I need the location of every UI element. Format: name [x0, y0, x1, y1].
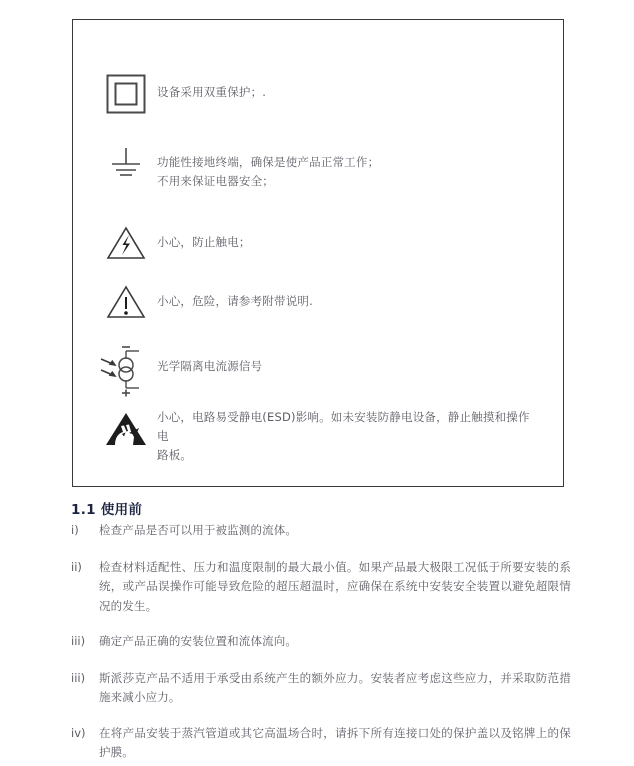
section-heading: 1.1 使用前 [71, 502, 143, 518]
list-item-marker: iii) [71, 634, 86, 648]
symbol-description-line: 设备采用双重保护；. [157, 85, 267, 99]
optically-isolated-current-source-icon [95, 341, 157, 398]
instruction-list [71, 521, 571, 763]
symbol-row [95, 341, 262, 398]
symbol-description [157, 141, 379, 191]
symbol-description [157, 341, 262, 376]
safety-symbol-legend-box [72, 19, 564, 487]
general-danger-warning-triangle-icon [95, 281, 157, 322]
symbol-description-line: 不用来保证电器安全； [157, 174, 274, 188]
symbol-description [157, 222, 251, 252]
list-item [71, 521, 571, 541]
symbol-description-line: 功能性接地终端，确保是使产品正常工作； [157, 155, 380, 169]
list-item-marker: ii) [71, 559, 82, 574]
symbol-row [95, 72, 266, 115]
symbol-description [157, 281, 313, 311]
symbol-row [95, 406, 541, 465]
list-item-marker: i) [71, 523, 79, 537]
double-insulation-square-icon [95, 72, 157, 115]
list-item-text: 检查材料适配性、压力和温度限制的最大最小值。如果产品最大极限工况低于所要安装的系统，或产品误操作可能导致危险的超压超温时，应确保在系统中安装安全装置以避免超限情况的发生。 [99, 559, 571, 613]
list-item-marker: iii) [71, 670, 86, 685]
symbol-description-line: 小心，危险，请参考附带说明. [157, 294, 313, 308]
list-item-text: 斯派莎克产品不适用于承受由系统产生的额外应力。安装者应考虑这些应力，并采取防范措施来减小应力。 [99, 670, 571, 704]
list-item [71, 724, 571, 763]
symbol-row [95, 281, 313, 322]
functional-earth-ground-icon [95, 141, 157, 184]
symbol-description-line: 光学隔离电流源信号 [157, 359, 263, 373]
symbol-description [157, 406, 541, 465]
list-item-text: 确定产品正确的安装位置和流体流向。 [99, 634, 298, 648]
symbol-description-line: 小心，电路易受静电(ESD)影响。如未安装防静电设备，静止触摸和操作电 [157, 410, 530, 443]
electric-shock-warning-triangle-icon [95, 222, 157, 263]
list-item [71, 632, 571, 652]
list-item [71, 558, 571, 617]
list-item [71, 669, 571, 708]
symbol-description-line: 路板。 [157, 448, 193, 462]
esd-sensitive-warning-icon [95, 406, 157, 449]
symbol-description-line: 小心，防止触电； [157, 235, 251, 249]
symbol-description [157, 72, 266, 102]
list-item-text: 检查产品是否可以用于被监测的流体。 [99, 523, 298, 537]
symbol-row [95, 141, 379, 191]
list-item-marker: iv) [71, 725, 86, 740]
symbol-row [95, 222, 251, 263]
list-item-text: 在将产品安装于蒸汽管道或其它高温场合时，请拆下所有连接口处的保护盖以及铭牌上的保护膜。 [99, 725, 571, 759]
